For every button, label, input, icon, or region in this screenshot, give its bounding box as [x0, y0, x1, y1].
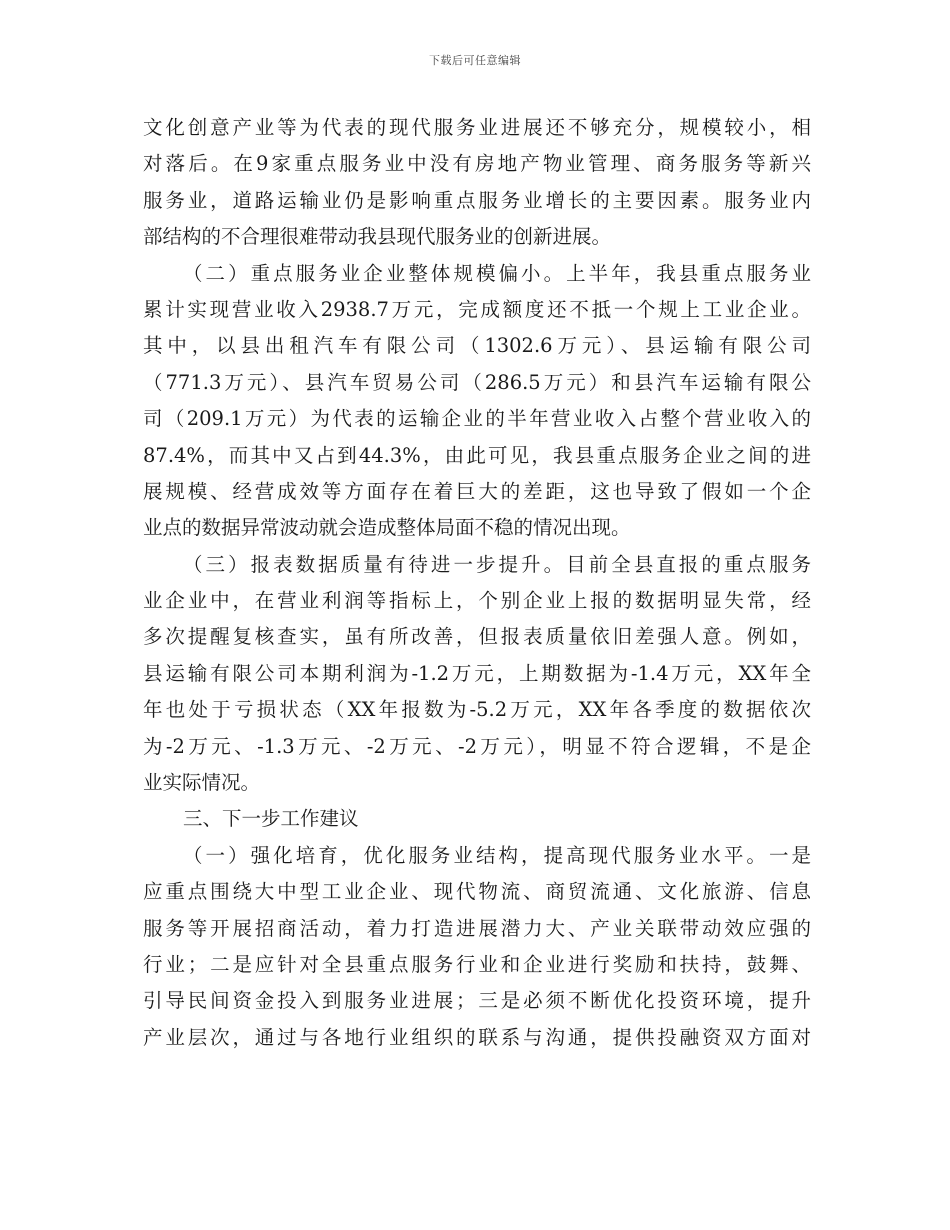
- text-line: 服务等开展招商活动，着力打造进展潜力大、产业关联带动效应强的: [143, 916, 811, 940]
- text-line: 产业层次，通过与各地行业组织的联系与沟通，提供投融资双方面对: [143, 1025, 811, 1049]
- text-line: 累计实现营业收入2938.7万元，完成额度还不抵一个规上工业企业。: [143, 297, 811, 321]
- text-line: 对落后。在9家重点服务业中没有房地产物业管理、商务服务等新兴: [143, 152, 811, 176]
- text-line: 引导民间资金投入到服务业进展；三是必须不断优化投资环境，提升: [143, 989, 811, 1013]
- text-line: 展规模、经营成效等方面存在着巨大的差距，这也导致了假如一个企: [143, 479, 811, 503]
- text-line: 应重点围绕大中型工业企业、现代物流、商贸流通、文化旅游、信息: [143, 880, 811, 904]
- text-line: 服务业，道路运输业仍是影响重点服务业增长的主要因素。服务业内: [143, 188, 811, 212]
- text-line: 业点的数据异常波动就会造成整体局面不稳的情况出现。: [143, 516, 631, 540]
- text-line: （三）报表数据质量有待进一步提升。目前全县直报的重点服务: [183, 552, 811, 576]
- text-line: 部结构的不合理很难带动我县现代服务业的创新进展。: [143, 225, 612, 249]
- text-line: 县运输有限公司本期利润为-1.2万元，上期数据为-1.4万元，XX年全: [143, 661, 811, 685]
- text-line: 87.4%，而其中又占到44.3%，由此可见，我县重点服务企业之间的进: [143, 443, 811, 467]
- text-line: 业实际情况。: [143, 771, 261, 795]
- text-line: 行业；二是应针对全县重点服务行业和企业进行奖励和扶持，鼓舞、: [143, 952, 811, 976]
- text-line: （一）强化培育，优化服务业结构，提高现代服务业水平。一是: [183, 843, 811, 867]
- text-line: （771.3万元）、县汽车贸易公司（286.5万元）和县汽车运输有限公: [143, 370, 811, 394]
- text-line: 年也处于亏损状态（XX年报数为-5.2万元，XX年各季度的数据依次: [143, 698, 811, 722]
- text-line: 文化创意产业等为代表的现代服务业进展还不够充分，规模较小，相: [143, 116, 811, 139]
- text-line: （二）重点服务业企业整体规模偏小。上半年，我县重点服务业: [183, 261, 811, 285]
- text-line: 多次提醒复核查实，虽有所改善，但报表质量依旧差强人意。例如，: [143, 625, 811, 649]
- text-line: 司（209.1万元）为代表的运输企业的半年营业收入占整个营业收入的: [143, 407, 811, 431]
- text-line: 其中，以县出租汽车有限公司（1302.6万元）、县运输有限公司: [143, 334, 811, 358]
- text-line: 三、下一步工作建议: [183, 807, 359, 831]
- text-line: 业企业中，在营业利润等指标上，个别企业上报的数据明显失常，经: [143, 589, 811, 613]
- page-header: 下载后可任意编辑: [429, 54, 521, 67]
- document-body: [143, 110, 811, 1056]
- text-line: 为-2万元、-1.3万元、-2万元、-2万元），明显不符合逻辑，不是企: [143, 734, 811, 758]
